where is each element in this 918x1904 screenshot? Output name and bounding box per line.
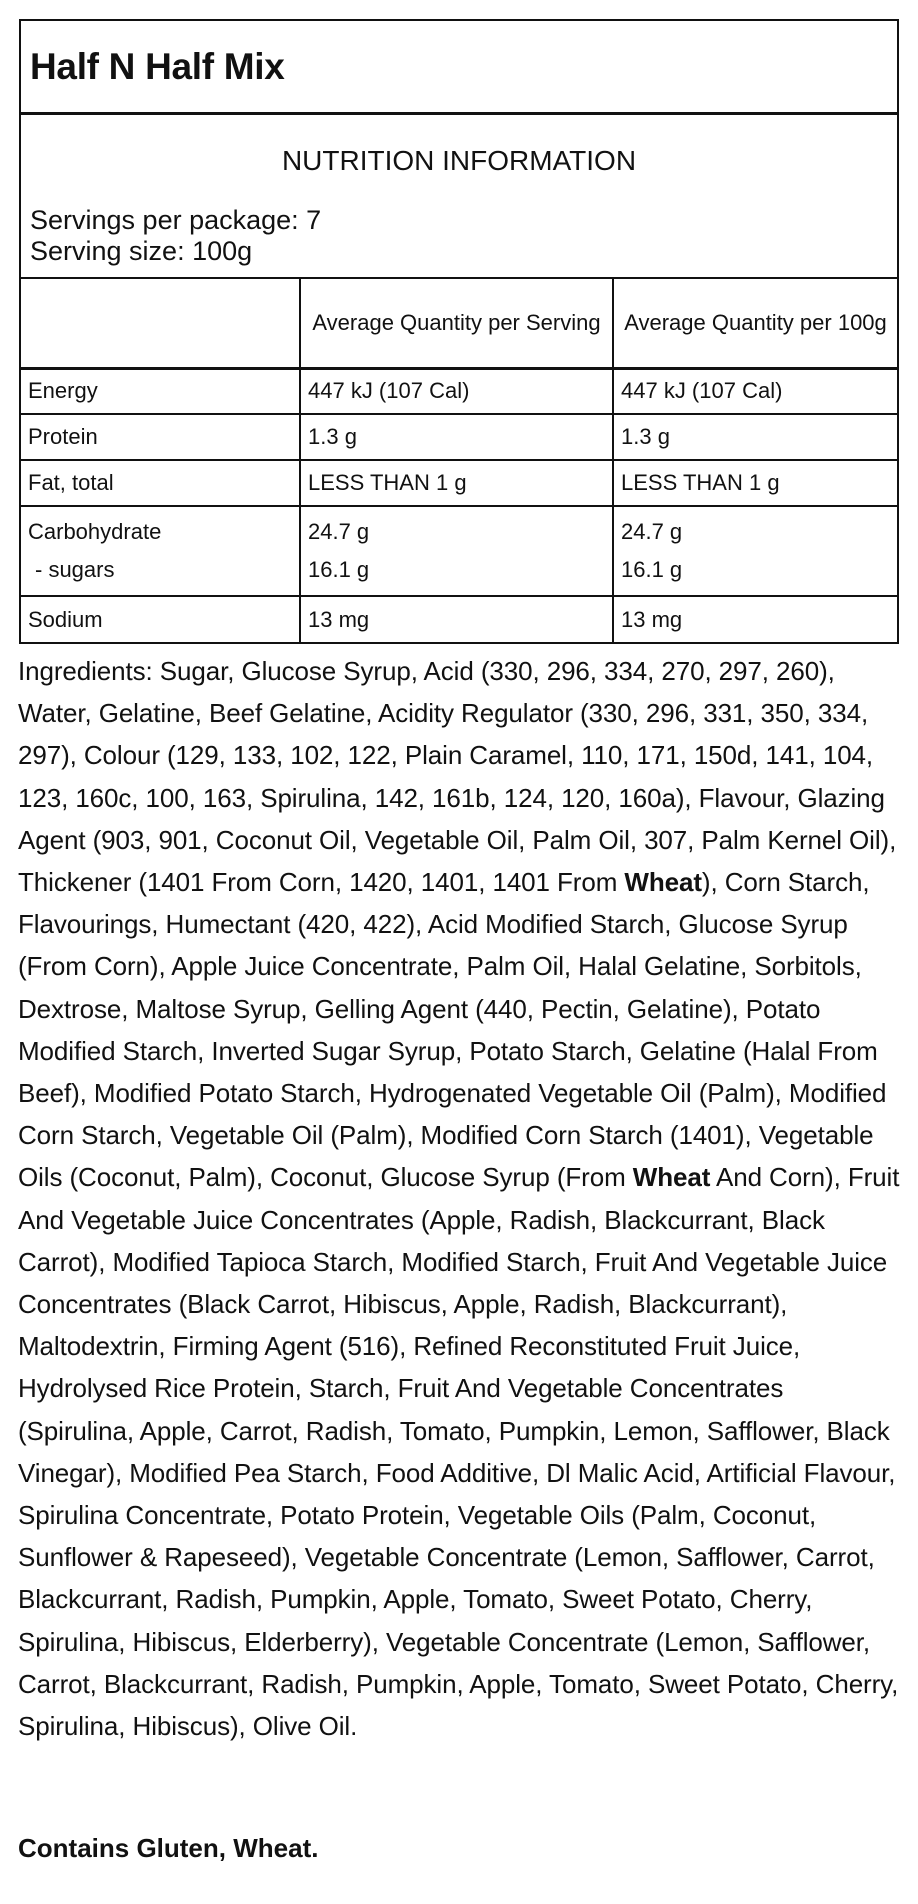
carbohydrate-per-100g: 24.7 g xyxy=(621,519,683,544)
header-cell-per-100g: Average Quantity per 100g xyxy=(613,279,897,368)
value-per-100g: 1.3 g xyxy=(613,414,897,460)
value-per-serving: 447 kJ (107 Cal) xyxy=(300,368,613,414)
allergen-highlight: Wheat xyxy=(632,1162,711,1193)
ingredients-part-1: Ingredients: Sugar, Glucose Syrup, Acid (330, 296, 334, 270, 297, 260), Water, Gelatine, Beef Gelatine, Acidity Regulator (330, 296, 331, 350, 334, 297), Colour (129, 133, 102, 122, Plain Caramel, 110, 171, 150d, 141, 104, 123, 160c, 100, 163, Spirulina, 142, 161b, 124, 120, 160a), Flavour, Glazing Agent (903, 901, Coconut Oil, Vegetable Oil, Palm Oil, 307, Palm Kernel Oil), Thickener (1401 From Corn, 1420, 1401, 1401 From xyxy=(18,656,897,898)
value-per-100g: 447 kJ (107 Cal) xyxy=(613,368,897,414)
carbohydrate-per-serving: 24.7 g xyxy=(308,519,370,544)
ingredients-part-3: And Corn), Fruit And Vegetable Juice Concentrates (Apple, Radish, Blackcurrant, Black Carrot), Modified Tapioca Starch, Modified Starch, Fruit And Vegetable Juice Concentrates (Black Carrot, Hibiscus, Apple, Radish, Blackcurrant), Maltodextrin, Firming Agent (516), Refined Reconstituted Fruit Juice, Hydrolysed Rice Protein, Starch, Fruit And Vegetable Concentrates (Spirulina, Apple, Carrot, Radish, Tomato, Pumpkin, Lemon, Safflower, Black Vinegar), Modified Pea Starch, Food Additive, Dl Malic Acid, Artificial Flavour, Spirulina Concentrate, Potato Protein, Vegetable Oils (Palm, Coconut, Sunflower & Rapeseed), Vegetable Concentrate (Lemon, Safflower, Carrot, Blackcurrant, Radish, Pumpkin, Apple, Tomato, Sweet Potato, Cherry, Spirulina, Hibiscus, Elderberry), Vegetable Concentrate (Lemon, Safflower, Carrot, Blackcurrant, Radish, Pumpkin, Apple, Tomato, Sweet Potato, Cherry, Spirulina, Hibiscus), Olive Oil. xyxy=(18,1162,900,1742)
serving-size: Serving size: 100g xyxy=(30,236,253,266)
value-per-100g-cell xyxy=(613,506,897,596)
ingredients-text xyxy=(18,650,904,1747)
sugars-label: - sugars xyxy=(35,557,115,582)
row-label-cell xyxy=(21,506,300,596)
allergen-statement: Contains Gluten, Wheat. xyxy=(18,1833,319,1863)
value-per-serving: 1.3 g xyxy=(300,414,613,460)
servings-per-package: Servings per package: 7 xyxy=(30,205,322,235)
table-row-energy xyxy=(21,368,897,414)
product-title: Half N Half Mix xyxy=(30,45,285,87)
table-row-carbohydrate xyxy=(21,506,897,596)
nutrition-table xyxy=(21,279,897,642)
nutrition-heading: NUTRITION INFORMATION xyxy=(281,145,637,176)
table-row-sodium xyxy=(21,596,897,642)
value-per-serving: LESS THAN 1 g xyxy=(300,460,613,506)
nutrition-panel xyxy=(19,19,899,644)
value-per-100g: LESS THAN 1 g xyxy=(613,460,897,506)
carbohydrate-label: Carbohydrate xyxy=(28,519,162,544)
sugars-per-serving: 16.1 g xyxy=(308,557,370,582)
table-row-fat xyxy=(21,460,897,506)
ingredients-part-2: ), Corn Starch, Flavourings, Humectant (420, 422), Acid Modified Starch, Glucose Syrup (From Corn), Apple Juice Concentrate, Palm Oil, Halal Gelatine, Sorbitols, Dextrose, Maltose Syrup, Gelling Agent (440, Pectin, Gelatine), Potato Modified Starch, Inverted Sugar Syrup, Potato Starch, Gelatine (Halal From Beef), Modified Potato Starch, Hydrogenated Vegetable Oil (Palm), Modified Corn Starch, Vegetable Oil (Palm), Modified Corn Starch (1401), Vegetable Oils (Coconut, Palm), Coconut, Glucose Syrup (From xyxy=(18,867,887,1193)
servings-block xyxy=(30,205,321,267)
header-cell-empty xyxy=(21,279,300,368)
row-label: Protein xyxy=(21,414,300,460)
value-per-100g: 13 mg xyxy=(613,596,897,642)
table-row-protein xyxy=(21,414,897,460)
row-label: Fat, total xyxy=(21,460,300,506)
title-row xyxy=(21,21,897,115)
row-label: Energy xyxy=(21,368,300,414)
header-cell-per-serving: Average Quantity per Serving xyxy=(300,279,613,368)
table-header-row xyxy=(21,279,897,368)
value-per-serving: 13 mg xyxy=(300,596,613,642)
row-label: Sodium xyxy=(21,596,300,642)
nutrition-info-header xyxy=(21,115,897,279)
allergen-highlight: Wheat xyxy=(624,867,702,898)
sugars-per-100g: 16.1 g xyxy=(621,557,683,582)
value-per-serving-cell xyxy=(300,506,613,596)
